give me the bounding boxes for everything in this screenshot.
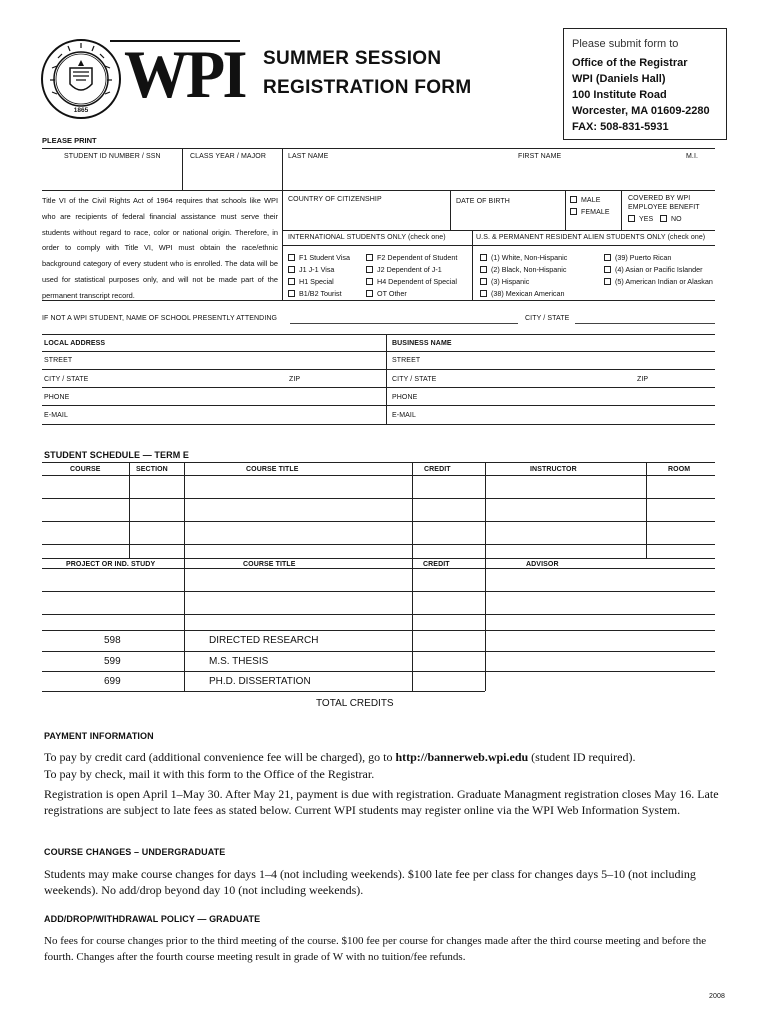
covered-benefit-label-2: EMPLOYEE BENEFIT: [628, 204, 700, 211]
add-drop-text: No fees for course changes prior to the third meeting of the course. $100 fee per course for changes made after the third course meeting and before the fourth. Changes after the fourth course meeting result in grade of W with no tuition/fee refunds.: [44, 935, 707, 963]
business-phone-label: PHONE: [392, 394, 418, 401]
female-checkbox[interactable]: [570, 208, 577, 215]
registrar-street: 100 Institute Road: [572, 89, 667, 101]
total-credits-label: TOTAL CREDITS: [316, 698, 394, 709]
col-project-title: COURSE TITLE: [243, 561, 296, 568]
visa-option-h1[interactable]: H1 Special: [288, 276, 350, 288]
school-city-state-field[interactable]: [577, 311, 713, 323]
ethnicity-option-2[interactable]: (2) Black, Non-Hispanic: [480, 264, 567, 276]
submit-lead: Please submit form to: [572, 38, 679, 50]
payment-line1: To pay by credit card (additional convenience fee will be charged), go to http://bannerweb.wpi.edu (student ID required).: [44, 750, 636, 764]
registrar-building: WPI (Daniels Hall): [572, 73, 666, 85]
business-zip-label: ZIP: [637, 376, 649, 383]
payment-line2: To pay by check, mail it with this form to the Office of the Registrar.: [44, 767, 375, 781]
local-address-header: LOCAL ADDRESS: [44, 340, 106, 347]
course-598-title: DIRECTED RESEARCH: [209, 635, 319, 646]
last-name-field[interactable]: [286, 165, 486, 185]
col-course-title: COURSE TITLE: [246, 466, 299, 473]
student-id-label: STUDENT ID NUMBER / SSN: [64, 153, 161, 160]
intl-students-header: INTERNATIONAL STUDENTS ONLY (check one): [288, 234, 446, 241]
course-changes-header: COURSE CHANGES – UNDERGRADUATE: [44, 847, 226, 857]
registrar-city: Worcester, MA 01609-2280: [572, 105, 710, 117]
local-city-label: CITY / STATE: [44, 376, 89, 383]
male-option[interactable]: MALE: [570, 196, 600, 204]
local-email-label: E-MAIL: [44, 412, 68, 419]
us-students-header: U.S. & PERMANENT RESIDENT ALIEN STUDENTS ONLY (check one): [476, 234, 706, 241]
benefit-no-option[interactable]: NO: [660, 215, 682, 223]
please-print-label: PLEASE PRINT: [42, 136, 97, 145]
col-course: COURSE: [70, 466, 101, 473]
ethnicity-option-3[interactable]: (3) Hispanic: [480, 276, 567, 288]
col-project: PROJECT OR IND. STUDY: [66, 561, 156, 568]
visa-option-ot[interactable]: OT Other: [366, 288, 457, 300]
col-credit: CREDIT: [424, 466, 451, 473]
ethnicity-option-1[interactable]: (1) White, Non-Hispanic: [480, 252, 567, 264]
dob-label: DATE OF BIRTH: [456, 198, 510, 205]
mi-label: M.I.: [686, 153, 699, 160]
last-name-label: LAST NAME: [288, 153, 329, 160]
first-name-field[interactable]: [490, 165, 670, 185]
business-city-label: CITY / STATE: [392, 376, 437, 383]
class-year-label: CLASS YEAR / MAJOR: [190, 153, 266, 160]
course-699-title: PH.D. DISSERTATION: [209, 676, 311, 687]
course-599-code: 599: [104, 656, 121, 667]
course-changes-text: Students may make course changes for days 1–4 (not including weekends). $100 late fee per class for changes days 5–10 (not including weekends). No add/drop beyond day 10 (not including weekends).: [44, 867, 696, 897]
registration-info: Registration is open April 1–May 30. After May 21, payment is due with registration. Graduate Managment registration closes May 16. Late registrations are subject to late fees as stated below. Current WPI students may register online via the WPI Web Information System.: [44, 787, 719, 817]
col-project-credit: CREDIT: [423, 561, 450, 568]
add-drop-header: ADD/DROP/WITHDRAWAL POLICY — GRADUATE: [44, 914, 261, 924]
col-advisor: ADVISOR: [526, 561, 559, 568]
col-room: ROOM: [668, 466, 691, 473]
title-vi-notice: Title VI of the Civil Rights Act of 1964 requires that schools like WPI who are recipients of federal financial assistance must serve their students without regard to race, color or national origin. Therefore, in order to comply with Title VI, WPI must obtain the race/ethnic background category of every student who is enrolled. The data will be used for statistical purposes only, and will not be made part of the permanent transcript record.: [42, 196, 278, 300]
visa-option-b1b2[interactable]: B1/B2 Tourist: [288, 288, 350, 300]
class-year-field[interactable]: [186, 165, 278, 185]
business-email-label: E-MAIL: [392, 412, 416, 419]
registrar-fax: FAX: 508-831-5931: [572, 121, 669, 133]
school-label: IF NOT A WPI STUDENT, NAME OF SCHOOL PRESENTLY ATTENDING: [42, 315, 278, 322]
first-name-label: FIRST NAME: [518, 153, 562, 160]
business-name-header: BUSINESS NAME: [392, 340, 452, 347]
intl-col2: [366, 252, 457, 300]
visa-option-f1[interactable]: F1 Student Visa: [288, 252, 350, 264]
ethnicity-option-4[interactable]: (4) Asian or Pacific Islander: [604, 264, 713, 276]
col-section: SECTION: [136, 466, 168, 473]
payment-header: PAYMENT INFORMATION: [44, 731, 154, 741]
svg-text:1865: 1865: [73, 107, 89, 114]
course-598-code: 598: [104, 635, 121, 646]
mi-field[interactable]: [676, 165, 712, 185]
student-id-field[interactable]: [46, 165, 178, 185]
submit-box: [563, 28, 727, 140]
form-title-line2: REGISTRATION FORM: [263, 77, 472, 98]
ethnicity-option-39[interactable]: (39) Puerto Rican: [604, 252, 713, 264]
citizenship-label: COUNTRY OF CITIZENSHIP: [288, 196, 382, 203]
schedule-table: [42, 462, 715, 694]
visa-option-h4[interactable]: H4 Dependent of Special: [366, 276, 457, 288]
us-col1: [480, 252, 567, 300]
wpi-seal: [40, 38, 122, 120]
col-instructor: INSTRUCTOR: [530, 466, 577, 473]
local-zip-label: ZIP: [289, 376, 301, 383]
bannerweb-link[interactable]: http://bannerweb.wpi.edu: [395, 750, 529, 764]
schedule-title: STUDENT SCHEDULE — TERM E: [44, 450, 190, 460]
female-option[interactable]: FEMALE: [570, 208, 610, 216]
school-field[interactable]: [292, 311, 516, 323]
benefit-no-checkbox[interactable]: [660, 215, 667, 222]
local-street-label: STREET: [44, 357, 73, 364]
benefit-yes-checkbox[interactable]: [628, 215, 635, 222]
male-checkbox[interactable]: [570, 196, 577, 203]
covered-benefit-label-1: COVERED BY WPI: [628, 195, 691, 202]
visa-option-j2[interactable]: J2 Dependent of J-1: [366, 264, 457, 276]
benefit-yes-option[interactable]: YES: [628, 215, 653, 223]
course-699-code: 699: [104, 676, 121, 687]
course-599-title: M.S. THESIS: [209, 656, 269, 667]
local-phone-label: PHONE: [44, 394, 70, 401]
visa-option-f2[interactable]: F2 Dependent of Student: [366, 252, 457, 264]
business-street-label: STREET: [392, 357, 421, 364]
logo-rule: [110, 40, 240, 42]
visa-option-j1[interactable]: J1 J-1 Visa: [288, 264, 350, 276]
registrar-office: Office of the Registrar: [572, 57, 688, 69]
dob-field[interactable]: [454, 209, 562, 227]
wpi-logo: WPI: [124, 36, 245, 112]
form-title-line1: SUMMER SESSION: [263, 48, 442, 69]
ethnicity-option-38[interactable]: (38) Mexican American: [480, 288, 567, 300]
citizenship-field[interactable]: [286, 207, 446, 227]
form-year: 2008: [709, 993, 725, 1000]
ethnicity-option-5[interactable]: (5) American Indian or Alaskan: [604, 276, 713, 288]
intl-col1: [288, 252, 350, 300]
us-col2: [604, 252, 713, 288]
school-city-state-label: CITY / STATE: [525, 315, 570, 322]
